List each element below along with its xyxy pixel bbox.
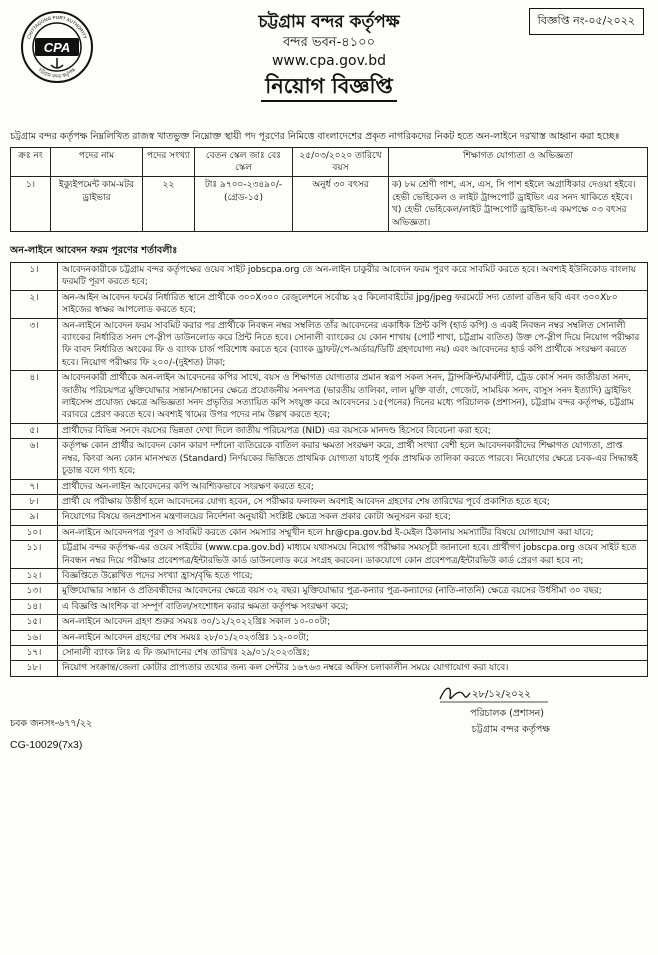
ref-number: চবক জনসং-৬৭৭/২২ [10, 717, 93, 729]
term-number: ১২। [11, 568, 58, 583]
term-number: ৮। [11, 494, 58, 509]
table-row [11, 525, 648, 540]
term-number: ৭। [11, 479, 58, 494]
term-text: কর্তৃপক্ষ কোন প্রার্থীর আবেদন কোন কারণ দর্শানো ব্যতিরেকে বাতিল করার ক্ষমতা সংরক্ষণ করে, প্রার্থী সংখ্যা বেশী হলে আবেদনকারীদের শিক্ষাগত যোগ্যতা, প্রাপ্ত নম্বর, কিংবা অন্য কোন মানসম্মত (Standard) নির্ণয়কের ভিত্তিতে প্রাথমিক যোগ্যতা যাচাই পূর্বক প্রাথমিক তালিকা করতে পারবে। নিয়োগের ক্ষেত্রে চবক-এর সিদ্ধান্তই চূড়ান্ত বলে গণ্য হবে; [58, 439, 648, 479]
term-text: সোনালী ব্যাংক লিঃ এ ফি জমাদানের শেষ তারিখঃ ২৯/০১/২০২৩খ্রিঃ; [58, 645, 648, 660]
term-text: অন-লাইনে আবেদন গ্রহণ শুরুর সময়ঃ ৩০/১২/২০২২খ্রিঃ সকাল ১০-০০টা; [58, 615, 648, 630]
logo-bottom-arc: চট্টগ্রাম বন্দর কর্তৃপক্ষ [36, 67, 78, 81]
col-count: পদের সংখ্যা [143, 148, 195, 177]
row-serial: ১। [11, 177, 51, 232]
table-row [11, 661, 648, 676]
terms-heading: অন-লাইনে আবেদন ফরম পূরণের শর্তাবলীঃ [10, 245, 178, 256]
logo-text: CPA [43, 40, 71, 55]
logo-top-arc: CHITTAGONG PORT AUTHORITY [26, 14, 88, 40]
table-row [11, 630, 648, 645]
term-number: ১১। [11, 541, 58, 569]
table-row [11, 177, 648, 232]
org-address: বন্দর ভবন-৪১০০ [282, 35, 376, 50]
term-number: ২। [11, 290, 58, 318]
table-row [11, 568, 648, 583]
table-row [11, 439, 648, 479]
term-number: ৪। [11, 371, 58, 424]
term-text: মুক্তিযোদ্ধার সন্তান ও প্রতিবন্ধীদের আবেদনের ক্ষেত্রে বয়স ৩২ বছর। মুক্তিযোদ্ধার পুত্র-কন্যার পুত্র-কন্যাদের (নাতি-নাতনি) ক্ষেত্রে বয়সের উর্ধসীমা ৩০ বছর; [58, 584, 648, 599]
table-row [11, 423, 648, 438]
row-post: ইক্যুইপমেন্ট কাম-মটর ড্রাইভার [51, 177, 143, 232]
table-row [11, 645, 648, 660]
term-number: ১৭। [11, 645, 58, 660]
term-text: এ বিজ্ঞপ্তি আংশিক বা সম্পূর্ণ বাতিল/সংশোধন করার ক্ষমতা কর্তৃপক্ষ সংরক্ষণ করে; [58, 599, 648, 614]
term-number: ৬। [11, 439, 58, 479]
term-text: অন-আইন আবেদন ফর্মের নির্ধারিত স্থানে প্রার্থীকে ৩০০X৩০০ রেজুলেশনে সর্বোচ্চ ২৫ কিলোবাইটের jpg/jpeg ফরমেটে সদ্য তোলা রঙিন ছবি এবং ৩০০X৮০ সাইজের স্বাক্ষর আপলোড করতে হবে; [58, 290, 648, 318]
notice-title: নিয়োগ বিজ্ঞপ্তি [261, 72, 397, 102]
signature-date: ২৮/১২/২০২২ [472, 688, 531, 700]
term-text: প্রার্থীদের বিভিন্ন সনদে বয়সের ভিন্নতা দেখা দিলে জাতীয় পরিচয়পত্র (NID) এর বয়সকে মানদণ্ড হিসেবে বিবেচনা করা হবে; [58, 423, 648, 438]
term-number: ৩। [11, 318, 58, 371]
term-number: ১৬। [11, 630, 58, 645]
term-number: ১। [11, 263, 58, 291]
term-number: ৯। [11, 510, 58, 525]
table-row [11, 510, 648, 525]
col-qualification: শিক্ষাগত যোগ্যতা ও অভিজ্ঞতা [389, 148, 648, 177]
term-number: ১৩। [11, 584, 58, 599]
term-text: বিজ্ঞপ্তিতে উল্লেখিত পদের সংখ্যা হ্রাস/বৃদ্ধি হতে পারে; [58, 568, 648, 583]
row-age: অনুর্ধ ৩০ বৎসর [293, 177, 389, 232]
row-qualification [389, 177, 648, 232]
term-text: অন-লাইনে আবেদনপত্র পূরণ ও সাবমিট করতে কোন সমস্যার সম্মুখীন হলে hr@cpa.gov.bd ই-মেইল ঠিকানায় সমস্যাটির বিষয়ে যোগাযোগ করা যাবে; [58, 525, 648, 540]
table-row [11, 615, 648, 630]
qualification-b: খ) হেভী ভেহিকেল/লাইট ট্রান্সপোর্ট ড্রাইভিং-এ কমপক্ষে ০৩ বৎসর অভিজ্ঞতা। [392, 205, 627, 228]
terms-table [10, 262, 648, 677]
signature [436, 681, 556, 705]
table-row [11, 541, 648, 569]
notice-footer [10, 681, 648, 761]
qualification-a: ক) ৮ম শ্রেণী পাশ, এস, এস, সি পাশ হইলে অগ্রাধিকার দেওয়া হইবে। হেভী ভেহিকেল ও লাইট ট্রান্সপোর্ট ড্রাইভিং এর সনদ থাকিতে হইবে। [392, 180, 636, 203]
term-text: নিয়োগ সংক্রান্ত/জেলা কোটার প্রাপ্যতার তথ্যের জন্য কল সেন্টার ১৬৭৬৩ নম্বরে অফিস চলাকালীন সময়ে যোগাযোগ করা যাবে। [58, 661, 648, 676]
table-row [11, 584, 648, 599]
term-text: নিয়োগের বিষয়ে জনপ্রশাসন মন্ত্রণালয়ের নির্দেশনা অনুযায়ী সংশ্লিষ্ট ক্ষেত্রে সকল প্রকার কোটা অনুসরন করা হবে; [58, 510, 648, 525]
table-row [11, 290, 648, 318]
table-row [11, 318, 648, 371]
term-text: অন-লাইনে আবেদন ফরম সাবমিট করার পর প্রার্থীকে নিবন্ধন নম্বর সম্বলিত তাঁর আবেদনের একাধিক প্রিন্ট কপি (হার্ড কপি) ও একই নিবন্ধন নম্বর সম্বলিত সোনালী ব্যাংকের নির্ধারিত সনদ পে-স্লীপ ডাউনলোড করে প্রিন্ট নিতে হবে। সোনালী ব্যাংকের যে কোন শাখায় (পোর্ট শাখা, চট্টগ্রাম ব্যতিত) উক্ত পে-স্লীপ দিয়ে নিয়োগ পরীক্ষার ফি বাবদ নির্ধারিত অংকের ফি ও ব্যাংক চার্জ পরিশোধ করতে হবে (ব্যাংক ড্রাফট/পে-অর্ডার/ডিটি গ্রহণযোগ্য নয়) এবং আবেদনের হার্ড কপি প্রার্থীকে সংরক্ষণ করতে হবে। নিয়োগ পরীক্ষার ফি ২০০/-(দুইশত) টাকা; [58, 318, 648, 371]
term-text: আবেদনকারী প্রার্থীকে অন-লাইন আবেদনের কপির সাথে, বয়স ও শিক্ষাগত যোগ্যতার প্রমান স্বরূপ সকল সনদ, ট্রান্সক্রিপ্ট/মার্কশীট, ট্রেড কোর্স সনদ জাতীয়তা সনদ, জাতীয় পরিচয়পত্র মুক্তিযোদ্ধার সন্তান/সন্তানের ক্ষেত্রে প্রযোজনীয় সনদপত্র (ভারতীয় তালিকা, লাল মুক্তি বার্তা, গেজেট, সাময়িক সনদ, বাসুস সনদ ইত্যাদি) ড্রাইভিং লাইসেন্স প্রযোজ্য ক্ষেত্রে অভিজ্ঞতা সনদ প্রভৃতির সত্যায়িত কপি সংযুক্ত করে আবেদনের ১৫(পনের) দিনের মধ্যে পরিচালক (প্রশাসন), চট্টগ্রাম বন্দর কর্তৃপক্ষ, চট্টগ্রাম বরাবরে প্রেরণ করতে হবে। অবশ্যই খামের উপর পদের নাম উল্লখ করতে হবে; [58, 371, 648, 424]
term-text: প্রার্থীদের অন-লাইন আবেদনের কপি আবশ্যিকভাবে সংরক্ষণ করতে হবে; [58, 479, 648, 494]
table-row [11, 599, 648, 614]
term-number: ১০। [11, 525, 58, 540]
table-row [11, 263, 648, 291]
col-serial: ক্রঃ নং [11, 148, 51, 177]
term-text: চট্টগ্রাম বন্দর কর্তৃপক্ষ-এর ওয়েব সাইটের (www.cpa.gov.bd) মাধ্যমে যথাসময়ে নিয়োগ পরীক্ষার সময়সূচী জানানো হবে। প্রার্থীগণ jobscpa.org ওয়েব সাইট হতে নিবন্ধন নম্বর দিয়ে পরীক্ষার প্রবেশপত্র/ইন্টারভিউ কার্ড ডাউনলোড করে সংগ্রহ করবেন। ডাকযোগে কোন প্রবেশপত্র/ইন্টারভিউ কার্ড প্রেরণ করা হবে না; [58, 541, 648, 569]
term-number: ১৮। [11, 661, 58, 676]
term-number: ৫। [11, 423, 58, 438]
term-number: ১৫। [11, 615, 58, 630]
notice-number: বিজ্ঞপ্তি নং-০৫/২০২২ [529, 8, 644, 35]
row-pay: টাঃ ৯৭০০-২৩৪৯০/- (গ্রেড-১৫) [195, 177, 293, 232]
table-row [11, 494, 648, 509]
row-count: ২২ [143, 177, 195, 232]
term-text: অন-লাইনে আবেদন গ্রহণের শেষ সময়ঃ ২৮/০১/২০২৩খ্রিঃ ১২-০০টা; [58, 630, 648, 645]
org-name: চট্টগ্রাম বন্দর কর্তৃপক্ষ [258, 12, 400, 32]
term-text: প্রার্থী যে পরীক্ষায় উত্তীর্ণ হলে আবেদনের যোগ্য হবেন, সে পরীক্ষার ফলাফল অবশ্যই আবেদন গ্রহণের শেষ তারিখের পূর্বে প্রকাশিত হতে হবে; [58, 494, 648, 509]
col-pay: বেতন স্কেল জাঃ বেঃ স্কেল [195, 148, 293, 177]
table-row [11, 479, 648, 494]
col-age: ২৫/০৩/২০২০ তারিখে বয়স [293, 148, 389, 177]
intro-text: চট্টগ্রাম বন্দর কর্তৃপক্ষ নিম্নলিখিত রাজস্ব খাতভুক্ত নিম্নোক্ত স্থায়ী পদ পূরণের নিমিত্তে বাংলাদেশের প্রকৃত নাগরিকদের নিকট হতে অন-লাইনে দরখাস্ত আহ্বান করা হচ্ছেঃ [10, 131, 620, 142]
cg-code: CG-10029(7x3) [10, 738, 83, 751]
posts-table [10, 147, 648, 232]
col-post: পদের নাম [51, 148, 143, 177]
table-row [11, 371, 648, 424]
term-text: আবেদনকারীকে চট্টগ্রাম বন্দর কর্তৃপক্ষের ওয়েব সাইট jobscpa.org তে অন-লাইন চাকুরীর আবেদন ফরম পূরণ করে সাবমিট করতে হবে। অবশ্যই ইউনিকোড বাংলায় ফরমটি পূরণ করতে হবে; [58, 263, 648, 291]
posts-table-header [11, 148, 648, 177]
signer-title: পরিচালক (প্রশাসন) [470, 707, 544, 719]
org-website[interactable]: www.cpa.gov.bd [271, 53, 386, 69]
signer-org: চট্টগ্রাম বন্দর কর্তৃপক্ষ [471, 723, 550, 735]
term-number: ১৪। [11, 599, 58, 614]
notice-header [10, 6, 648, 126]
